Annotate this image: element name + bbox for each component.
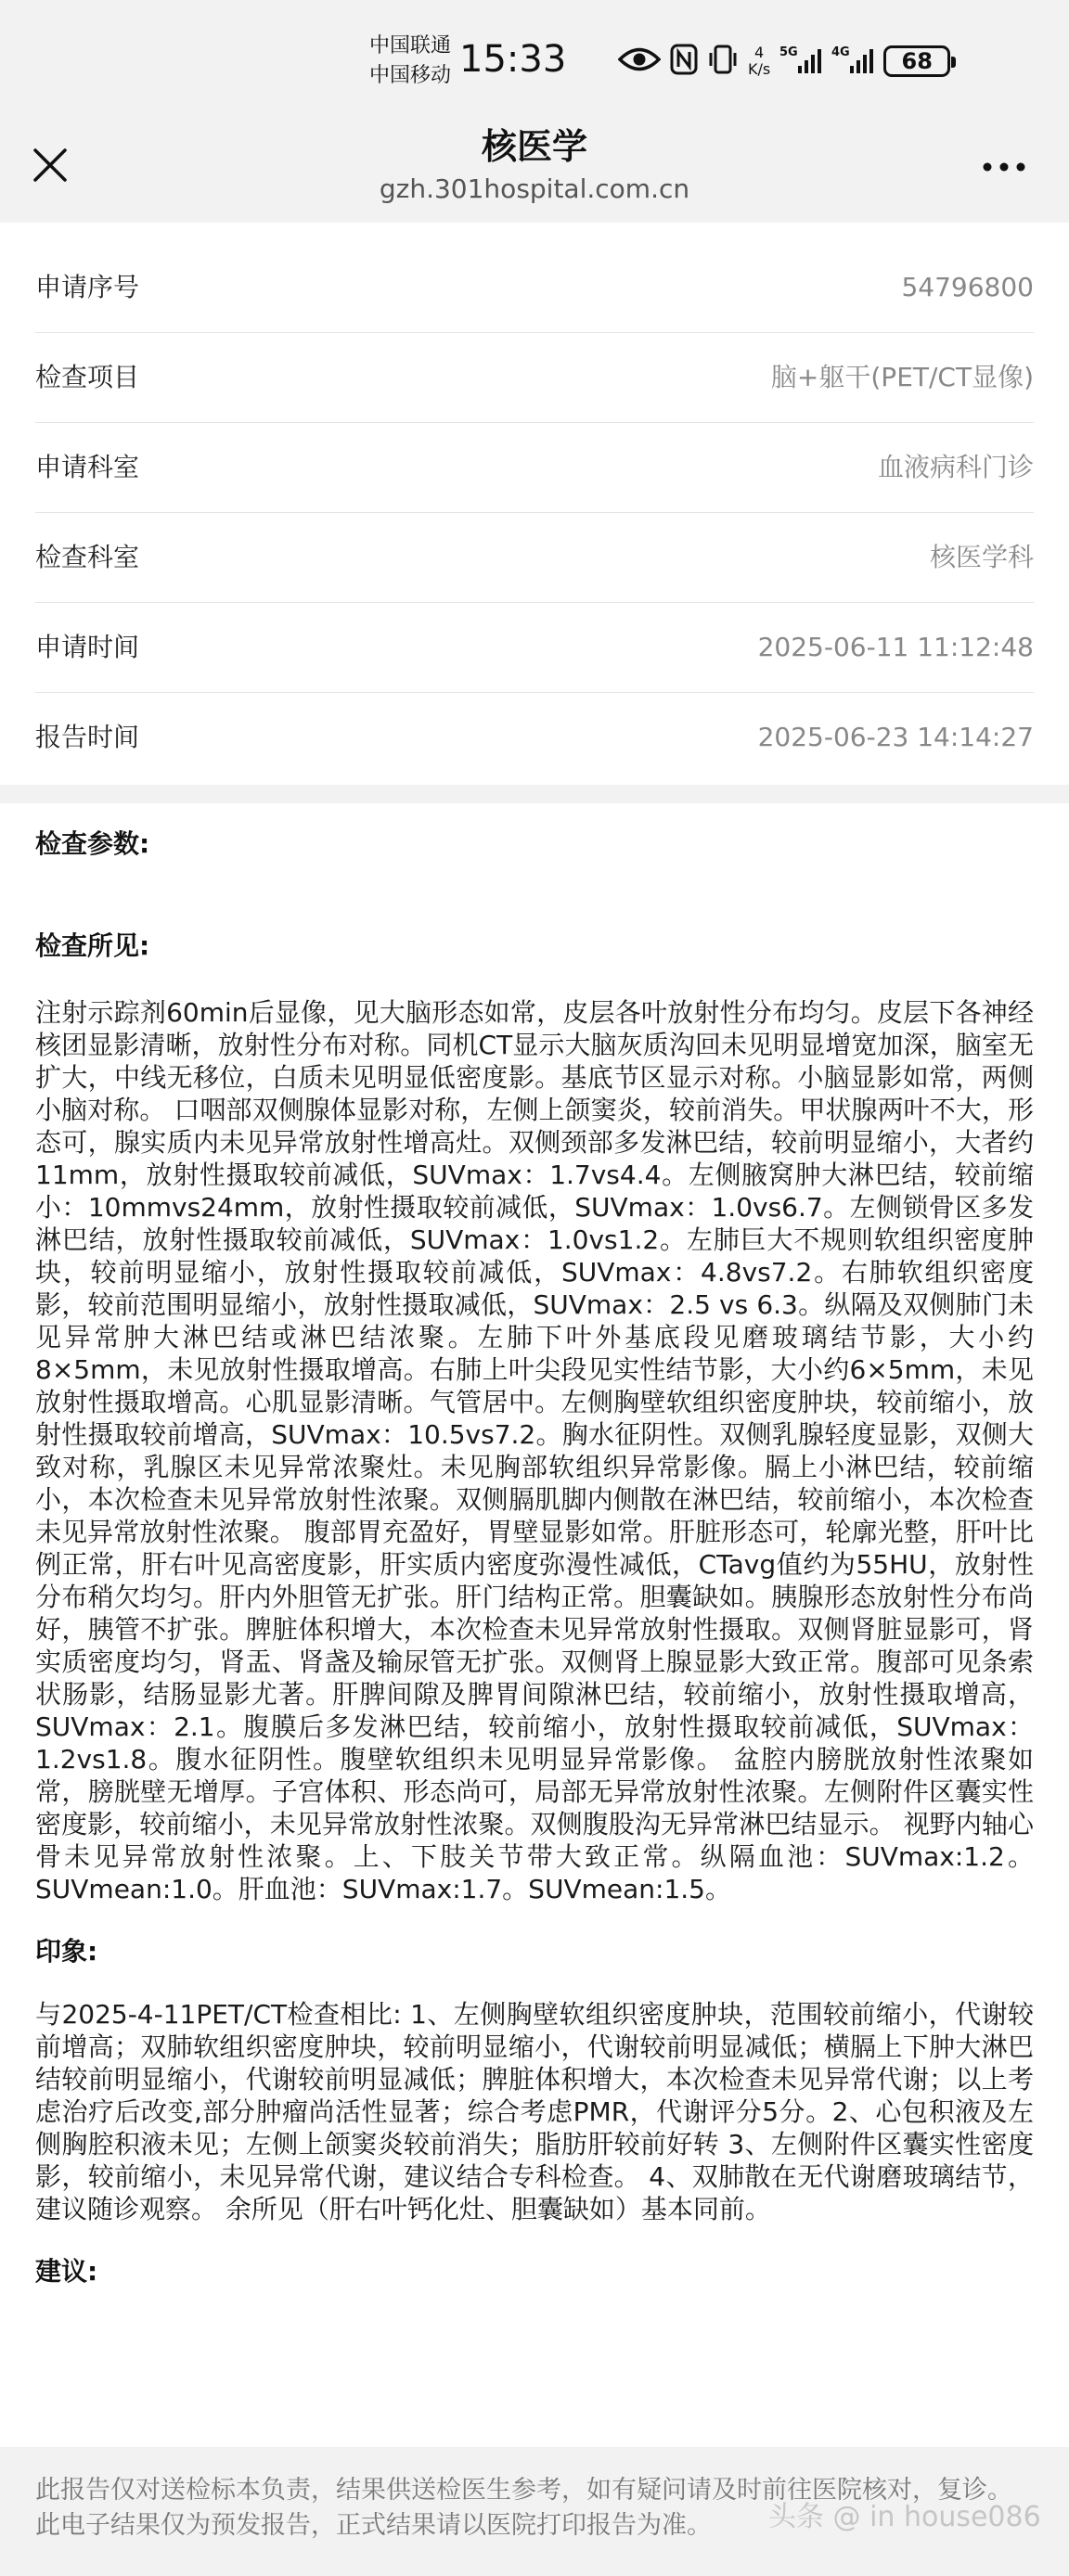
info-row-report-time — [35, 693, 1034, 782]
impression-text: 与2025-4-11PET/CT检查相比: 1、左侧胸壁软组织密度肿块，范围较前缩小，代谢较前增高；双肺软组织密度肿块，较前明显缩小，代谢较前明显减低；横膈上下肿大淋巴结较前明显缩小，代谢较前明显减低；脾脏体积增大，本次检查未见异常代谢；以上考虑治疗后改变,部分肿瘤尚活性显著；综合考虑PMR，代谢评分5分。2、心包积液及左侧胸腔积液未见；左侧上颌窦炎较前消失；脂肪肝较前好转 3、左侧附件区囊实性密度影，较前缩小，未见异常代谢，建议结合专科检查。 4、双肺散在无代谢磨玻璃结节，建议随诊观察。 余所见（肝右叶钙化灶、胆囊缺如）基本同前。 — [35, 1999, 1034, 2224]
info-row-request-time — [35, 603, 1034, 693]
info-value: 2025-06-23 14:14:27 — [757, 722, 1034, 752]
info-row-request-dept — [35, 423, 1034, 513]
carrier-labels — [369, 32, 451, 91]
info-row-exam-dept — [35, 513, 1034, 603]
info-label: 检查科室 — [35, 542, 140, 572]
net-speed — [748, 45, 770, 78]
info-value: 核医学科 — [929, 542, 1034, 572]
params-heading: 检查参数: — [35, 828, 150, 859]
battery-indicator — [883, 45, 950, 77]
signal-5g-icon — [779, 44, 822, 79]
params-text — [35, 863, 1034, 928]
carrier-2: 中国移动 — [369, 64, 452, 87]
report-body — [35, 826, 1034, 2290]
report-info-list — [0, 243, 1069, 782]
section-divider — [0, 785, 1069, 803]
net-speed-value: 4 — [754, 44, 765, 61]
svg-text:4G: 4G — [831, 45, 850, 59]
page-title: 核医学 — [481, 126, 587, 167]
info-label: 申请时间 — [35, 632, 140, 662]
findings-heading: 检查所见: — [35, 930, 150, 961]
info-value: 脑+躯干(PET/CT显像) — [770, 362, 1034, 392]
info-label: 申请科室 — [35, 452, 140, 482]
nfc-icon — [670, 44, 698, 79]
status-icons — [618, 41, 950, 82]
nav-bar — [0, 121, 1069, 223]
more-icon — [982, 159, 1026, 176]
info-label: 申请序号 — [35, 272, 140, 302]
eye-icon — [618, 45, 661, 77]
info-value: 2025-06-11 11:12:48 — [757, 632, 1034, 662]
info-row-request-no — [35, 243, 1034, 333]
info-label: 报告时间 — [35, 722, 140, 752]
signal-4g-icon — [831, 44, 874, 79]
carrier-1: 中国联通 — [369, 34, 452, 58]
info-label: 检查项目 — [35, 362, 140, 392]
vibrate-icon — [707, 44, 739, 79]
net-speed-unit: K/s — [748, 60, 771, 78]
battery-level: 68 — [901, 48, 933, 74]
info-value: 54796800 — [901, 272, 1034, 302]
clock: 15:33 — [459, 38, 567, 81]
advice-heading: 建议: — [35, 2256, 98, 2287]
findings-text: 注射示踪剂60min后显像，见大脑形态如常，皮层各叶放射性分布均匀。皮层下各神经核团显影清晰，放射性分布对称。同机CT显示大脑灰质沟回未见明显增宽加深，脑室无扩大，中线无移位，白质未见明显低密度影。基底节区显示对称。小脑显影如常，两侧小脑对称。 口咽部双侧腺体显影对称，左侧上颌窦炎，较前消失。甲状腺两叶不大，形态可，腺实质内未见异常放射性增高灶。双侧颈部多发淋巴结，较前明显缩小，大者约11mm，放射性摄取较前减低，SUVmax：1.7vs4.4。左侧腋窝肿大淋巴结，较前缩小：10mmvs24mm，放射性摄取较前减低，SUVmax：1.0vs6.7。左侧锁骨区多发淋巴结，放射性摄取较前减低，SUVmax：1.0vs1.2。左肺巨大不规则软组织密度肿块，较前明显缩小，放射性摄取较前减低，SUVmax：4.8vs7.2。右肺软组织密度影，较前范围明显缩小，放射性摄取减低，SUVmax：2.5 vs 6.3。纵隔及双侧肺门未见异常肿大淋巴结或淋巴结浓聚。左肺下叶外基底段见磨玻璃结节影，大小约8×5mm，未见放射性摄取增高。右肺上叶尖段见实性结节影，大小约6×5mm，未见放射性摄取增高。心肌显影清晰。气管居中。左侧胸壁软组织密度肿块，较前缩小，放射性摄取较前增高，SUVmax：10.5vs7.2。胸水征阴性。双侧乳腺轻度显影，双侧大致对称，乳腺区未见异常浓聚灶。未见胸部软组织异常影像。膈上小淋巴结，较前缩小，本次检查未见异常放射性浓聚。双侧膈肌脚内侧散在淋巴结，较前缩小，本次检查未见异常放射性浓聚。 腹部胃充盈好，胃壁显影如常。肝脏形态可，轮廓光整，肝叶比例正常，肝右叶见高密度影，肝实质内密度弥漫性减低，CTavg值约为55HU，放射性分布稍欠均匀。肝内外胆管无扩张。肝门结构正常。胆囊缺如。胰腺形态放射性分布尚好，胰管不扩张。脾脏体积增大，本次检查未见异常放射性摄取。双侧肾脏显影可，肾实质密度均匀，肾盂、肾盏及输尿管无扩张。双侧肾上腺显影大致正常。腹部可见条索状肠影，结肠显影尤著。肝脾间隙及脾胃间隙淋巴结，较前缩小，放射性摄取增高，SUVmax：2.1。腹膜后多发淋巴结，较前缩小，放射性摄取较前减低，SUVmax：1.2vs1.8。腹水征阴性。腹壁软组织未见明显异常影像。 盆腔内膀胱放射性浓聚如常，膀胱壁无增厚。子宫体积、形态尚可，局部无异常放射性浓聚。左侧附件区囊实性密度影，较前缩小，未见异常放射性浓聚。双侧腹股沟无异常淋巴结显示。 视野内轴心骨未见异常放射性浓聚。上、下肢关节带大致正常。纵隔血池：SUVmax:1.2。SUVmean:1.0。肝血池：SUVmax:1.7。SUVmean:1.5。 — [35, 997, 1034, 1904]
impression-heading: 印象: — [35, 1936, 98, 1967]
svg-text:5G: 5G — [779, 45, 798, 59]
info-value: 血液病科门诊 — [877, 452, 1034, 482]
page-url: gzh.301hospital.com.cn — [379, 173, 690, 204]
more-options-button[interactable] — [974, 139, 1034, 195]
status-bar — [0, 0, 1069, 121]
info-row-exam-item — [35, 333, 1034, 423]
disclaimer-text: 此报告仅对送检标本负责，结果供送检医生参考，如有疑问请及时前往医院核对，复诊。此电子结果仅为预发报告，正式结果请以医院打印报告为准。 — [35, 2476, 1012, 2540]
watermark: 头条 @ in house086 — [768, 2501, 1041, 2533]
